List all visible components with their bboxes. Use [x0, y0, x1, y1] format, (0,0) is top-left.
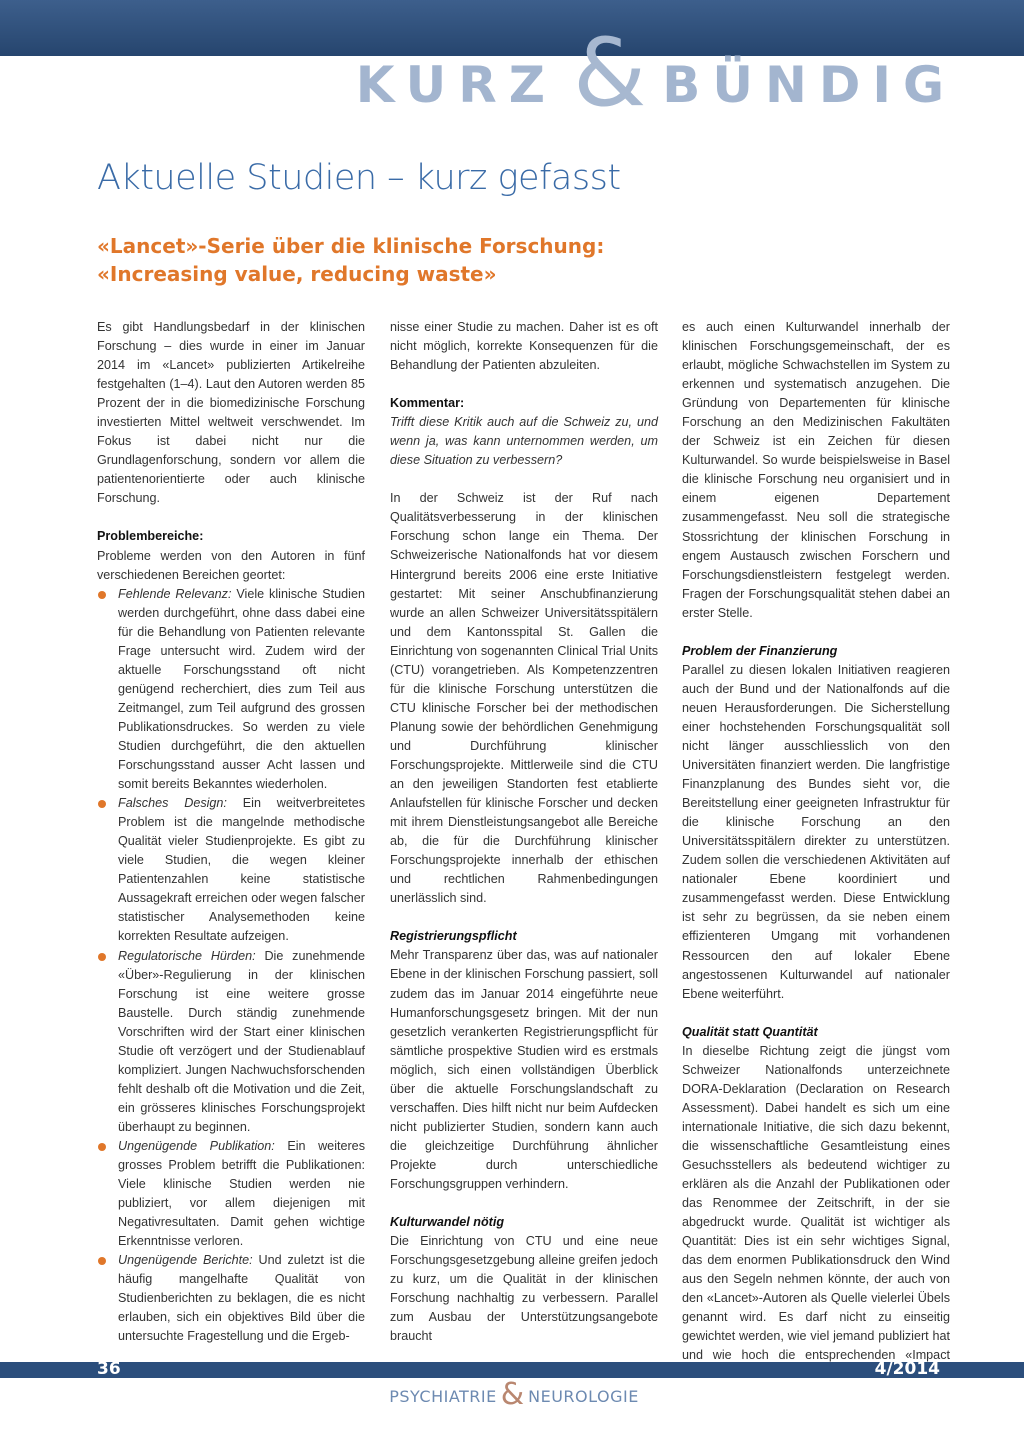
- list-item: [97, 794, 365, 946]
- list-item: [97, 1251, 365, 1346]
- bullet-dot-icon: [98, 1143, 106, 1151]
- logo-word-left: PSYCHIATRIE: [389, 1386, 497, 1406]
- journal-logo: [366, 1378, 662, 1414]
- text-column-3: [682, 318, 950, 1385]
- section-heading-finanzierung: Problem der Finanzierung: [682, 643, 838, 658]
- text-column-1: [97, 318, 365, 1346]
- list-item-text: Viele klinische Studien werden durchgeführt, ohne dass dabei eine für die Behandlung von Patienten relevante Frage untersucht wird. Zudem wird der aktuelle Forschungsstand oft nicht genügend recherchiert, dies zum Teil aus Zeitmangel, zum Teil aufgrund des grossen Publikationsdruckes. So werden zu viele Studien durchgeführt, die den aktuellen Forschungsstand ausser Acht lassen und somit bereits Bekanntes wiederholen.: [118, 586, 365, 792]
- registrierung-paragraph: Mehr Transparenz über das, was auf nationaler Ebene in der klinischen Forschung passiert, soll zudem das im Januar 2014 eingeführte neue Humanforschungsgesetz bringen. Mit der nun gesetzlich verankerten Registrierungspflicht für sämtliche prospektive Studien wird es erstmals möglich, sich einen vollständigen Überblick über die aktuelle Forschungslandschaft zu verschaffen. Dies hilft nicht nur beim Aufdecken nicht publizierter Studien, sondern kann auch die gleichzeitige Durchführung ähnlicher Projekte durch unterschiedliche Forschungsgruppen verhindern.: [390, 948, 658, 1191]
- section-heading-registrierungspflicht: Registrierungspflicht: [390, 929, 517, 944]
- list-item-text: Und zuletzt ist die häufig mangelhafte Qualität von Studienberichten zu beklagen, die es nicht erlauben, sich ein objektives Bild über die untersuchte Fragestellung und die Ergeb-: [118, 1253, 365, 1344]
- section-heading-kommentar: Kommentar:: [390, 396, 465, 411]
- kommentar-question: Trifft diese Kritik auch auf die Schweiz zu, und wenn ja, was kann unternommen werden, um diese Situation zu verbessern?: [390, 415, 658, 468]
- section-heading-qualitaet: Qualität statt Quantität: [682, 1024, 818, 1039]
- header-word-right: BÜNDIG: [662, 56, 956, 114]
- logo-ampersand: &: [500, 1377, 525, 1412]
- bullet-dot-icon: [98, 591, 106, 599]
- list-item: [97, 947, 365, 1137]
- issue-number: 4/2014: [874, 1359, 940, 1379]
- kulturwandel-paragraph: Die Einrichtung von CTU und eine neue Forschungsgesetzgebung alleine greifen jedoch zu kurz, um die Qualität in der klinischen Forschung nachhaltig zu verbessern. Parallel zum Ausbau der Unterstützungsangebote braucht: [390, 1234, 658, 1344]
- schweiz-paragraph: In der Schweiz ist der Ruf nach Qualitätsverbesserung in der klinischen Forschung schon lange ein Thema. Der Schweizerische Nationalfonds hat vor diesem Hintergrund bereits 2006 eine erste Initiative gestartet: Mit seiner Anschubfinanzierung wurde an allen Schweizer Universitätsspitälern und dem Kantonsspital St. Gallen die Einrichtung von sogenannten Clinical Trial Units (CTU) vorangetrieben. Als Kompetenzzentren für die klinische Forschung unterstützen die CTU klinische Forscher bei der methodischen Planung sowie der behördlichen Genehmigung und Durchführung klinischer Forschungsprojekte. Mittlerweile sind die CTU an den jeweiligen Standorten fest etablierte Anlaufstellen für klinische Forscher und decken mit ihrem Dienstleistungsangebot alle Bereiche ab, die für die Durchführung klinischer Forschungsprojekte innerhalb der ethischen und rechtlichen Rahmenbedingungen unerlässlich sind.: [390, 491, 658, 906]
- continuation-paragraph: nisse einer Studie zu machen. Daher ist es oft nicht möglich, korrekte Konsequenzen für die Behandlung der Patienten abzuleiten.: [390, 320, 658, 373]
- problem-list: [97, 585, 365, 1347]
- subtitle-line-1: «Lancet»-Serie über die klinische Forschung:: [97, 234, 605, 258]
- list-item-lead: Ungenügende Publikation:: [118, 1138, 275, 1153]
- footer-band: [0, 1362, 1024, 1378]
- list-item-lead: Fehlende Relevanz:: [118, 586, 232, 601]
- list-item-text: Ein weitverbreitetes Problem ist die mangelnde methodische Qualität vieler Studienprojekte. Es gibt zu viele Studien, die wegen kleiner Patientenzahlen keine statistische Aussagekraft erreichen oder wegen falscher statistischer Analysemethoden keine korrekten Resultate aufzeigen.: [118, 796, 365, 944]
- list-item: [97, 1137, 365, 1251]
- section-heading-kulturwandel: Kulturwandel nötig: [390, 1215, 505, 1230]
- intro-paragraph: Es gibt Handlungsbedarf in der klinischen Forschung – dies wurde in einer im Januar 2014 im «Lancet» publizierten Artikelreihe festgehalten (1–4). Laut den Autoren werden 85 Prozent der in die biomedizinische Forschung investierten Mittel weltweit verschwendet. Im Fokus ist dabei nicht nur die Grundlagenforschung, sondern vor allem die patientenorientierte oder auch klinische Forschung.: [97, 320, 365, 506]
- continuation-paragraph: es auch einen Kulturwandel innerhalb der klinischen Forschungsgemeinschaft, der es erlaubt, mögliche Schwachstellen im System zu erkennen und systematisch anzugehen. Die Gründung von Departementen für klinische Forschung an den Medizinischen Fakultäten der Schweiz ist ein Zeichen für diesen Kulturwandel. So wurde beispielsweise in Basel die klinische Forschung neu organisiert und in einem eigenen Departement zusammengefasst. Neu soll die strategische Stossrichtung der klinischen Forschung in engem Austausch zwischen Forschern und Forschungsdienstleistern festgelegt werden. Fragen der Forschungsqualität stehen dabei an erster Stelle.: [682, 320, 950, 620]
- list-item: [97, 585, 365, 795]
- page-title: Aktuelle Studien – kurz gefasst: [97, 158, 621, 198]
- finanzierung-paragraph: Parallel zu diesen lokalen Initiativen reagieren auch der Bund und der Nationalfonds auf die neuen Herausforderungen. Die Sicherstellung einer hochstehenden Forschungsqualität soll nicht länger ausschliesslich von den Universitäten finanziert werden. Die langfristige Finanzplanung des Bundes sieht vor, die Bereitstellung einer geeigneten Infrastruktur für die klinische Forschung an den Universitätsspitälern direkter zu unterstützen. Zudem sollen die verschiedenen Aktivitäten auf nationaler Ebene koordiniert und zusammengefasst werden. Diese Entwicklung ist sehr zu begrüssen, da sie neben einem effizienteren Umgang mit vorhandenen Ressourcen den auf lokaler Ebene angestossenen Kulturwandel auf nationaler Ebene weiterführt.: [682, 662, 950, 1001]
- subtitle-line-2: «Increasing value, reducing waste»: [97, 262, 497, 286]
- page-number: 36: [97, 1359, 121, 1379]
- problem-intro-paragraph: Probleme werden von den Autoren in fünf verschiedenen Bereichen geortet:: [97, 548, 365, 582]
- list-item-text: Die zunehmende «Über»-Regulierung in der klinischen Forschung ist eine weitere grosse Baustelle. Durch ständig zunehmende Vorschriften wird der Start einer klinischen Studie oft verzögert und der Studienablauf kompliziert. Jungen Nachwuchsforschenden fehlt deshalb oft die Motivation und die Zeit, ein grösseres klinisches Forschungsprojekt überhaupt zu beginnen.: [118, 948, 366, 1134]
- bullet-dot-icon: [98, 800, 106, 808]
- list-item-text: Ein weiteres grosses Problem betrifft die Publikationen: Viele klinische Studien werden nie publiziert, vor allem diejenigen mit Negativresultaten. Damit gehen wichtige Erkenntnisse verloren.: [118, 1138, 365, 1249]
- list-item-lead: Falsches Design:: [118, 796, 227, 811]
- list-item-lead: Regulatorische Hürden:: [118, 948, 256, 963]
- header-ampersand: &: [572, 19, 647, 129]
- section-header: [355, 19, 956, 129]
- bullet-dot-icon: [98, 1257, 106, 1265]
- qualitaet-paragraph: In dieselbe Richtung zeigt die jüngst vom Schweizer Nationalfonds unterzeichnete DORA-Deklaration (Declaration on Research Assessment). Dabei handelt es sich um eine internationale Initiative, die sich dazu bekennt, die wissenschaftliche Gesamtleistung eines Gesuchsstellers als bedeutend wichtiger zu erklären als die Anzahl der Publikationen oder das Renommee der Zeitschrift, in der sie abgedruckt wurde. Qualität ist wichtiger als Quantität: Dies ist ein sehr wichtiges Signal, das dem enormen Publikationsdruck den Wind aus den Segeln nehmen könnte, der auch von den «Lancet»-Autoren als Quelle vielerlei Übels genannt wird. Es darf nicht zu einseitig gewichtet werden, wie viel jemand publiziert hat und wie hoch die entsprechenden «Impact: [682, 1043, 950, 1363]
- article-subtitle: [97, 232, 697, 288]
- section-heading-problembereiche: Problembereiche:: [97, 529, 204, 544]
- text-column-2: [390, 318, 658, 1346]
- logo-word-right: NEUROLOGIE: [528, 1386, 639, 1406]
- list-item-lead: Ungenügende Berichte:: [118, 1253, 253, 1268]
- bullet-dot-icon: [98, 953, 106, 961]
- header-word-left: KURZ: [355, 56, 557, 114]
